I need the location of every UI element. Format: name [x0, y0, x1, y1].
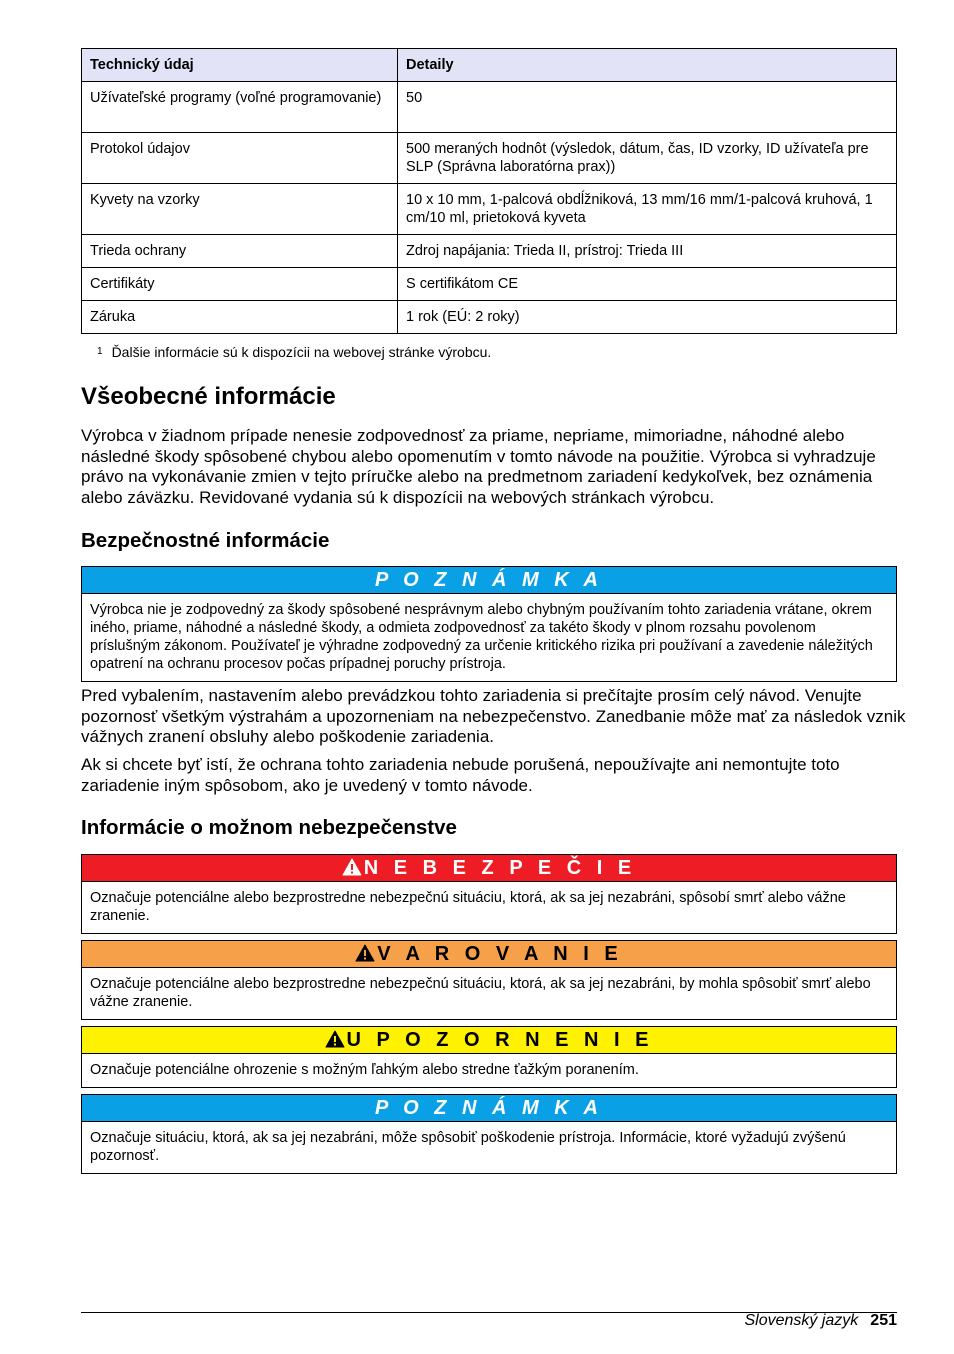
- page-number: 251: [870, 1312, 897, 1329]
- table-cell: 500 meraných hodnôt (výsledok, dátum, čas, ID vzorky, ID užívateľa pre SLP (Správna laboratórna prax)): [398, 133, 897, 184]
- general-info-text: Výrobca v žiadnom prípade nenesie zodpovednosť za priame, nepriame, mimoriadne, náhodné alebo následné škody spôsobené chybou alebo opomenutím v tomto návode na použitie. Výrobca si vyhradzuje právo na vykonávanie zmien v tejto príručke alebo na predmetnom zariadení kedykoľvek, bez oznámenia alebo záväzku. Revidované vydania sú k dispozícii na webových stránkach výrobcu.: [81, 426, 876, 507]
- safety-info-heading: Bezpečnostné informácie: [81, 529, 330, 552]
- hazard-note-box: [81, 1094, 897, 1174]
- table-header-row: [82, 49, 897, 82]
- warning-label: V A R O V A N I E: [377, 943, 623, 965]
- table-cell: Užívateľské programy (voľné programovanie): [82, 82, 398, 133]
- note-header: P O Z N Á M K A: [82, 1095, 896, 1122]
- table-cell: Zdroj napájania: Trieda II, prístroj: Trieda III: [398, 235, 897, 268]
- danger-text: Označuje potenciálne alebo bezprostredne nebezpečnú situáciu, ktorá, ak sa jej nezabráni, spôsobí smrť alebo vážne zranenie.: [90, 890, 846, 924]
- danger-header: [82, 855, 896, 882]
- table-cell: Trieda ochrany: [82, 235, 398, 268]
- danger-label: N E B E Z P E Č I E: [363, 857, 637, 879]
- warning-text: Označuje potenciálne alebo bezprostredne nebezpečnú situáciu, ktorá, ak sa jej nezabráni, by mohla spôsobiť smrť alebo vážne zranenie.: [90, 976, 871, 1010]
- table-row: [82, 133, 897, 184]
- warning-triangle-icon: [355, 943, 375, 969]
- table-cell: 10 x 10 mm, 1-palcová obdĺžniková, 13 mm/16 mm/1-palcová kruhová, 1 cm/10 ml, prietoková kyveta: [398, 184, 897, 235]
- footnote-text: Ďalšie informácie sú k dispozícii na webovej stránke výrobcu.: [111, 344, 492, 360]
- warning-triangle-icon: [342, 857, 362, 883]
- danger-box: [81, 854, 897, 934]
- table-cell: Protokol údajov: [82, 133, 398, 184]
- warning-header: [82, 941, 896, 968]
- table-cell: 1 rok (EÚ: 2 roky): [398, 301, 897, 334]
- note-text: Označuje situáciu, ktorá, ak sa jej nezabráni, môže spôsobiť poškodenie prístroja. Informácie, ktoré vyžadujú zvýšenú pozornosť.: [90, 1130, 846, 1164]
- footnote-mark: 1: [97, 346, 103, 357]
- note-header: P O Z N Á M K A: [82, 567, 896, 594]
- table-row: [82, 268, 897, 301]
- table-cell: Kyvety na vzorky: [82, 184, 398, 235]
- hazard-info-heading: Informácie o možnom nebezpečenstve: [81, 816, 457, 839]
- safety-paragraph-2: Ak si chcete byť istí, že ochrana tohto zariadenia nebude porušená, nepoužívajte ani nemontujte toto zariadenie iným spôsobom, ako je uvedený v tomto návode.: [81, 755, 840, 795]
- note-text: Výrobca nie je zodpovedný za škody spôsobené nesprávnym alebo chybným používaním tohto zariadenia vrátane, okrem iného, priame, náhodné a následné škody, a odmieta zodpovednosť za takéto škody v plnom rozsahu povolenom príslušným zákonom. Používateľ je výhradne zodpovedný za určenie kritického rizika pri používaní a zavedenie náležitých opatrení na ochranu procesov počas prípadnej poruchy prístroja.: [90, 602, 873, 672]
- warning-triangle-icon: [325, 1029, 345, 1055]
- table-cell: Certifikáty: [82, 268, 398, 301]
- general-info-heading: Všeobecné informácie: [81, 383, 336, 410]
- caution-box: [81, 1026, 897, 1088]
- specifications-table: [81, 48, 897, 334]
- table-cell: Záruka: [82, 301, 398, 334]
- table-footnote: [97, 344, 491, 360]
- table-row: [82, 184, 897, 235]
- warning-box: [81, 940, 897, 1020]
- column-header: Detaily: [398, 49, 897, 82]
- safety-note-box: [81, 566, 897, 682]
- table-cell: 50: [398, 82, 897, 133]
- caution-label: U P O Z O R N E N I E: [346, 1029, 654, 1051]
- column-header: Technický údaj: [82, 49, 398, 82]
- caution-text: Označuje potenciálne ohrozenie s možným ľahkým alebo stredne ťažkým poranením.: [90, 1062, 639, 1078]
- table-cell: S certifikátom CE: [398, 268, 897, 301]
- caution-header: [82, 1027, 896, 1054]
- table-row: [82, 235, 897, 268]
- table-row: [82, 82, 897, 133]
- safety-paragraph-1: Pred vybalením, nastavením alebo prevádzkou tohto zariadenia si prečítajte prosím celý návod. Venujte pozornosť všetkým výstrahám a upozorneniam na nebezpečenstvo. Zanedbanie môže mať za následok vznik vážnych zranení obsluhy alebo poškodenie zariadenia.: [81, 686, 906, 747]
- page-footer: [744, 1312, 897, 1330]
- table-row: [82, 301, 897, 334]
- footer-language: Slovenský jazyk: [744, 1312, 859, 1329]
